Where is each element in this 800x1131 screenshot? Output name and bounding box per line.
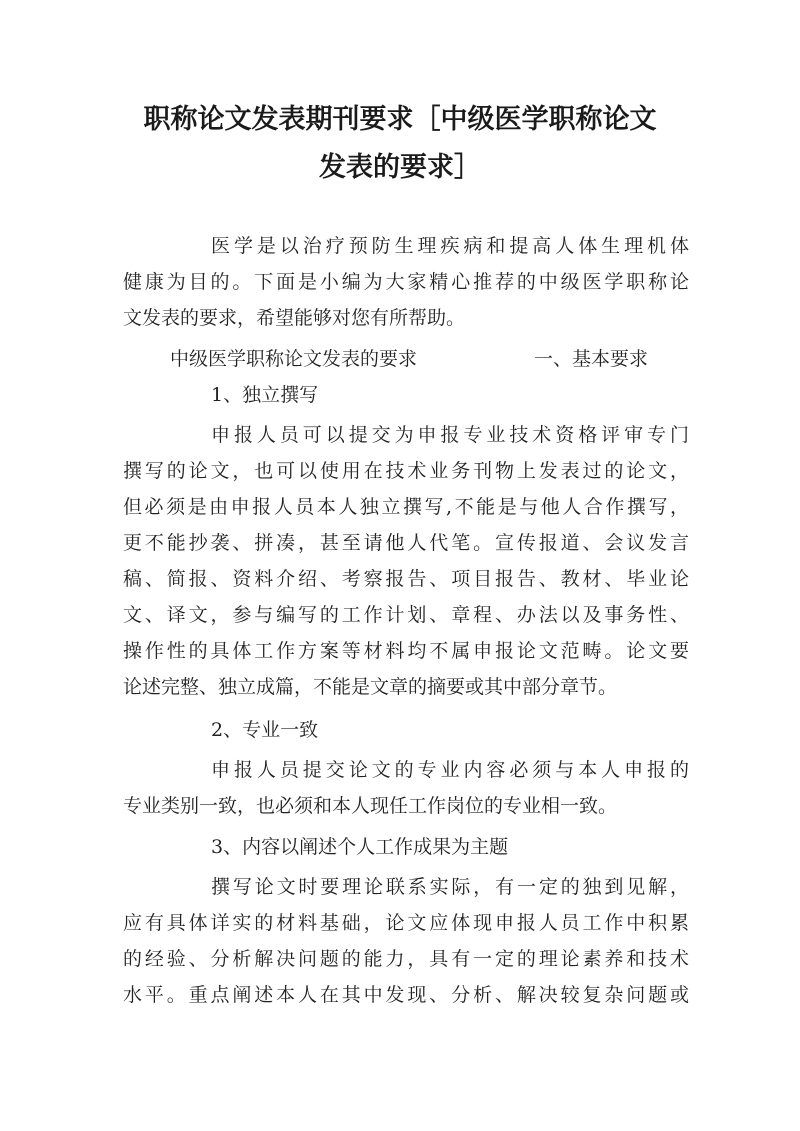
section-2-line-2: 专业类别一致，也必须和本人现任工作岗位的专业相一致。 bbox=[123, 795, 618, 817]
section-2-heading: 2、专业一致 bbox=[211, 719, 319, 741]
section-2-line-1: 申报人员提交论文的专业内容必须与本人申报的 bbox=[211, 759, 689, 781]
intro-line-3: 文发表的要求，希望能够对您有所帮助。 bbox=[123, 307, 466, 329]
subheading-title: 中级医学职称论文发表的要求 bbox=[170, 348, 418, 370]
section-1-line-8: 论述完整、独立成篇，不能是文章的摘要或其中部分章节。 bbox=[123, 676, 618, 698]
section-1-heading: 1、独立撰写 bbox=[211, 384, 319, 406]
document-title-line-1: 职称论文发表期刊要求［中级医学职称论文 bbox=[143, 104, 657, 135]
section-3-heading: 3、内容以阐述个人工作成果为主题 bbox=[211, 836, 509, 858]
section-3-line-4: 水平。重点阐述本人在其中发现、分析、解决较复杂问题或 bbox=[123, 984, 689, 1006]
section-1-line-3: 但必须是由申报人员本人独立撰写,不能是与他人合作撰写， bbox=[123, 496, 689, 518]
intro-line-1: 医学是以治疗预防生理疾病和提高人体生理机体 bbox=[211, 235, 689, 257]
section-3-line-3: 的经验、分析解决问题的能力，具有一定的理论素养和技术 bbox=[123, 948, 689, 970]
section-3-line-2: 应有具体详实的材料基础，论文应体现申报人员工作中积累 bbox=[123, 912, 689, 934]
section-1-line-5: 稿、简报、资料介绍、考察报告、项目报告、教材、毕业论 bbox=[123, 568, 689, 590]
document-title-line-2: 发表的要求］ bbox=[319, 152, 481, 183]
section-3-line-1: 撰写论文时要理论联系实际，有一定的独到见解， bbox=[211, 876, 689, 898]
section-1-line-1: 申报人员可以提交为申报专业技术资格评审专门 bbox=[211, 424, 689, 446]
section-1-line-7: 操作性的具体工作方案等材料均不属申报论文范畴。论文要 bbox=[123, 640, 689, 662]
intro-line-2: 健康为目的。下面是小编为大家精心推荐的中级医学职称论 bbox=[123, 271, 689, 293]
section-1-line-6: 文、译文，参与编写的工作计划、章程、办法以及事务性、 bbox=[123, 604, 689, 626]
section-1-line-4: 更不能抄袭、拼凑，甚至请他人代笔。宣传报道、会议发言 bbox=[123, 532, 689, 554]
subheading-basic-requirements: 一、基本要求 bbox=[534, 348, 649, 370]
section-1-line-2: 撰写的论文，也可以使用在技术业务刊物上发表过的论文， bbox=[123, 460, 689, 482]
